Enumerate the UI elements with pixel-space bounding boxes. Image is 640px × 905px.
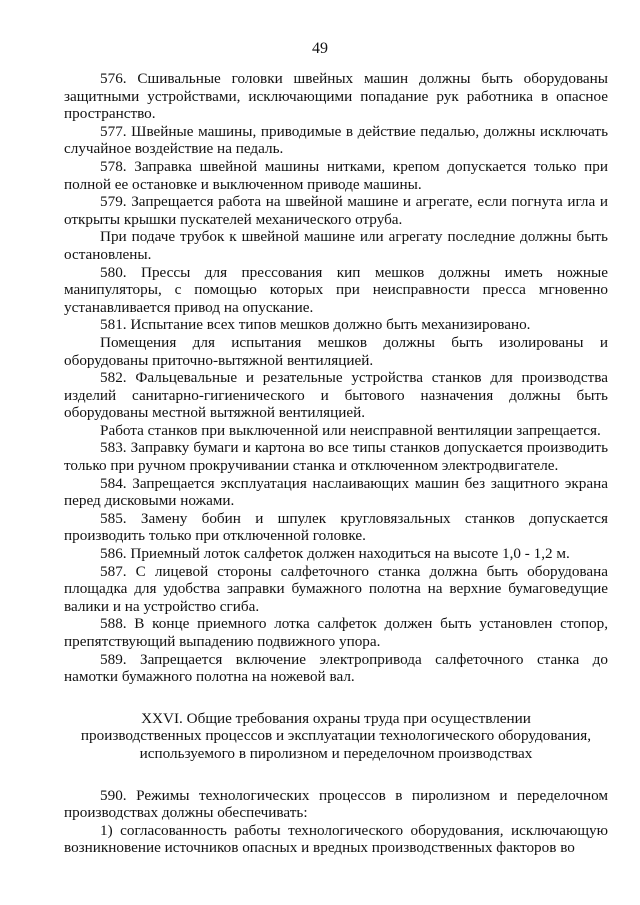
paragraph-579: 579. Запрещается работа на швейной машине и агрегате, если погнута игла и открыты крышки пускателей механического отруба. [64, 193, 608, 228]
document-body [64, 70, 608, 857]
paragraph-578: 578. Заправка швейной машины нитками, крепом допускается только при полной ее остановке и выключенном приводе машины. [64, 157, 608, 193]
paragraph-583: 583. Заправку бумаги и картона во все типы станков допускается производить только при ручном прокручивании станка и отключенном электродвигателе. [64, 439, 608, 475]
paragraph-577: 577. Швейные машины, приводимые в действие педалью, должны исключать случайное воздействие на педаль. [64, 122, 608, 158]
section-heading [64, 710, 608, 763]
paragraph-581-continued: Помещения для испытания мешков должны быть изолированы и оборудованы приточно-вытяжной вентиляцией. [64, 333, 608, 369]
paragraph-585: 585. Замену бобин и шпулек кругловязальных станков допускается производить только при отключенной головке. [64, 509, 608, 545]
section-heading-line-1: XXVI. Общие требования охраны труда при осуществлении [141, 709, 531, 727]
paragraph-580: 580. Прессы для прессования кип мешков должны иметь ножные манипуляторы, с помощью которых при неисправности пресса мгновенно устанавливается привод на опускание. [64, 263, 608, 316]
paragraph-582-continued: Работа станков при выключенной или неисправной вентиляции запрещается. [100, 421, 601, 439]
paragraph-576: 576. Сшивальные головки швейных машин должны быть оборудованы защитными устройствами, исключающими попадание рук работника в опасное пространство. [64, 70, 608, 123]
paragraph-582: 582. Фальцевальные и резательные устройства станков для производства изделий санитарно-гигиенического и бытового назначения должны быть оборудованы местной вытяжной вентиляцией. [64, 369, 608, 422]
paragraph-589: 589. Запрещается включение электропривода салфеточного станка до намотки бумажного полотна на ножевой вал. [64, 650, 608, 686]
paragraph-587: 587. С лицевой стороны салфеточного станка должна быть оборудована площадка для удобства заправки бумажного полотна на верхние бумаговедущие валики и на устройство сгиба. [64, 562, 608, 615]
page-number: 49 [312, 40, 328, 57]
section-heading-line-2: производственных процессов и эксплуатации технологического оборудования, [80, 727, 592, 745]
paragraph-588: 588. В конце приемного лотка салфеток должен быть установлен стопор, препятствующий выпадению подвижного упора. [64, 615, 608, 650]
paragraph-581: 581. Испытание всех типов мешков должно быть механизировано. [100, 316, 531, 334]
paragraph-584: 584. Запрещается эксплуатация наслаивающих машин без защитного экрана перед дисковыми ножами. [64, 474, 608, 510]
paragraph-579-continued: При подаче трубок к швейной машине или агрегату последние должны быть остановлены. [64, 228, 608, 263]
paragraph-590: 590. Режимы технологических процессов в пиролизном и переделочном производствах должны обеспечивать: [64, 786, 608, 822]
paragraph-590-item-1: 1) согласованность работы технологического оборудования, исключающую возникновение источников опасных и вредных производственных факторов во [64, 821, 608, 857]
paragraph-586: 586. Приемный лоток салфеток должен находиться на высоте 1,0 - 1,2 м. [100, 545, 570, 563]
section-heading-line-3: используемого в пиролизном и переделочном производствах [139, 744, 533, 762]
